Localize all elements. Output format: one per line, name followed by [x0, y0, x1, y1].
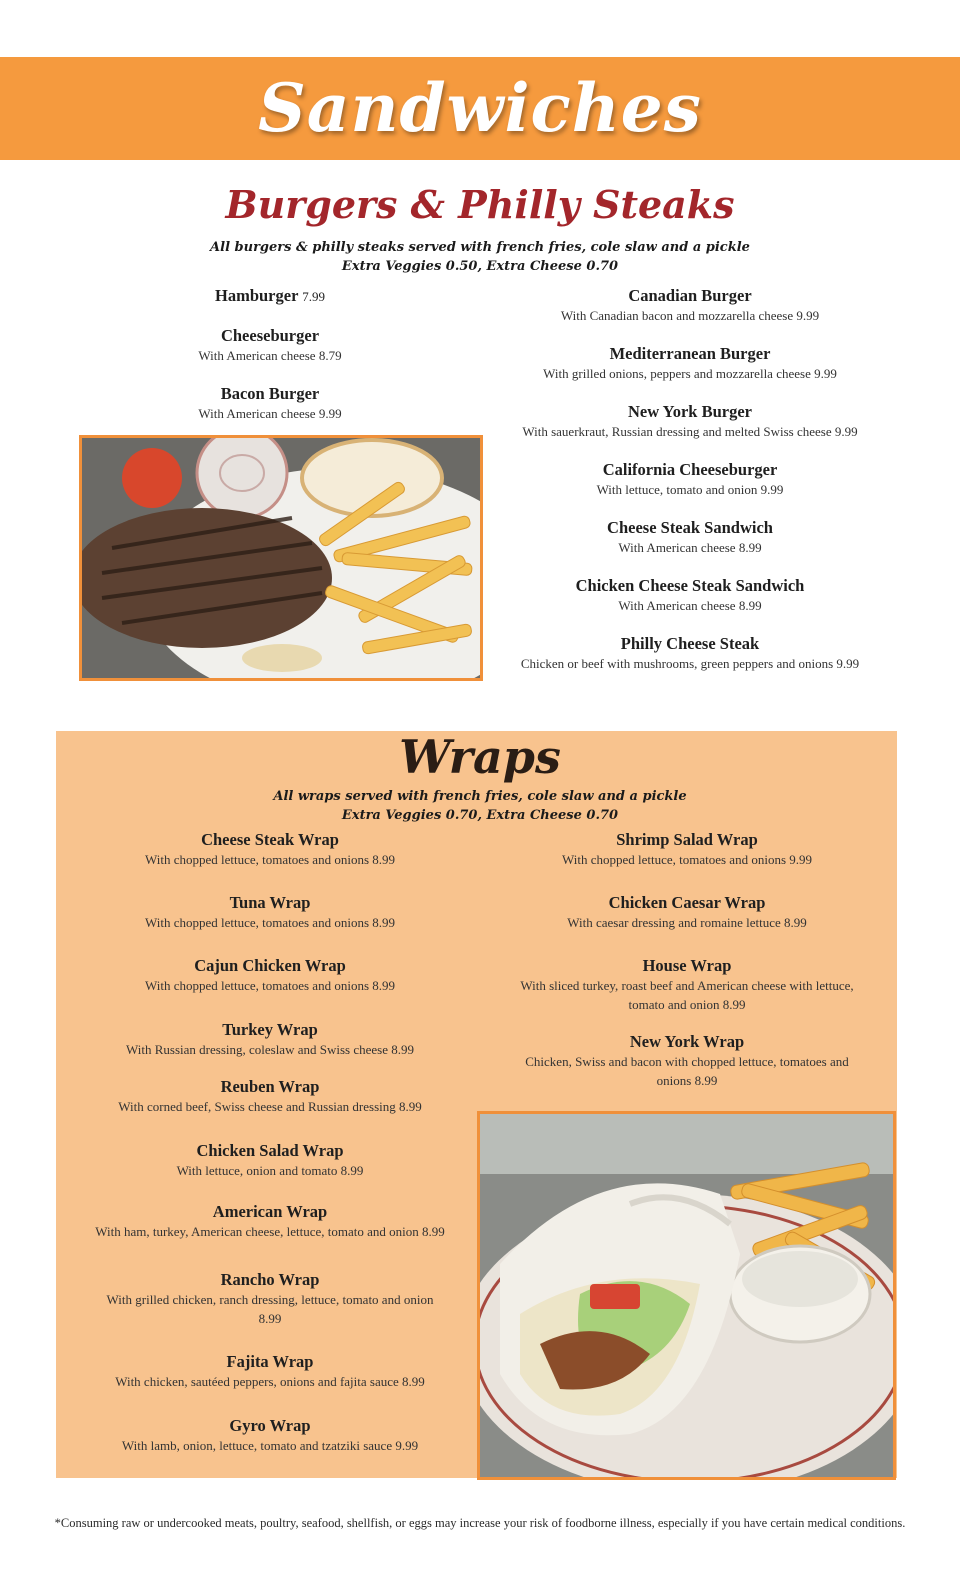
item-name: Cheese Steak Sandwich [607, 518, 773, 537]
menu-item-cajun-chicken-wrap [80, 956, 460, 995]
item-price: 7.99 [302, 289, 325, 304]
item-description: With grilled chicken, ranch dressing, lettuce, tomato and onion [106, 1292, 434, 1307]
item-description: With American cheese 8.99 [618, 598, 762, 613]
item-description: With grilled onions, peppers and mozzarella cheese 9.99 [543, 366, 837, 381]
item-description: With chopped lettuce, tomatoes and onions 8.99 [144, 852, 396, 867]
item-name: Turkey Wrap [222, 1020, 318, 1039]
item-name: California Cheeseburger [602, 460, 778, 479]
menu-item-cheeseburger [140, 326, 400, 365]
wrap-photo [477, 1111, 896, 1480]
burgers-section-title: Burgers & Philly Steaks [225, 182, 735, 227]
item-name: Cajun Chicken Wrap [194, 956, 346, 975]
menu-item-gyro-wrap [80, 1416, 460, 1455]
item-description: With Canadian bacon and mozzarella cheese 9.99 [560, 308, 820, 323]
item-description: Chicken, Swiss and bacon with chopped lettuce, tomatoes and [525, 1054, 849, 1069]
menu-item-philly-cheese-steak [490, 634, 890, 673]
item-name: Chicken Cheese Steak Sandwich [575, 576, 805, 595]
section-banner [0, 57, 960, 160]
item-name: Chicken Caesar Wrap [608, 893, 766, 912]
menu-item-cheese-steak-wrap [80, 830, 460, 869]
menu-item-house-wrap [497, 956, 877, 1014]
item-name: Cheeseburger [220, 326, 320, 345]
menu-item-fajita-wrap [80, 1352, 460, 1391]
item-description: With chopped lettuce, tomatoes and onions 8.99 [144, 978, 396, 993]
item-description: With lamb, onion, lettuce, tomato and tzatziki sauce 9.99 [121, 1438, 419, 1453]
menu-item-california-cheeseburger [490, 460, 890, 499]
item-name: Gyro Wrap [229, 1416, 311, 1435]
burgers-note-line2: Extra Veggies 0.50, Extra Cheese 0.70 [341, 259, 619, 274]
item-description: With American cheese 8.99 [618, 540, 762, 555]
item-description: With chopped lettuce, tomatoes and onions 9.99 [561, 852, 813, 867]
item-description-cont: onions 8.99 [656, 1073, 718, 1088]
item-name: Shrimp Salad Wrap [616, 830, 758, 849]
wraps-note-line1: All wraps served with french fries, cole slaw and a pickle [273, 789, 687, 804]
page-title: Sandwiches [258, 69, 702, 147]
item-description: With Russian dressing, coleslaw and Swiss cheese 8.99 [126, 1042, 414, 1057]
item-name: Hamburger [215, 286, 299, 305]
item-name: Cheese Steak Wrap [201, 830, 339, 849]
item-name: Reuben Wrap [220, 1077, 320, 1096]
menu-item-american-wrap [70, 1202, 470, 1241]
menu-item-turkey-wrap [80, 1020, 460, 1059]
item-description: With American cheese 8.79 [198, 348, 342, 363]
menu-item-chicken-caesar-wrap [497, 893, 877, 932]
item-description: With chicken, sautéed peppers, onions and fajita sauce 8.99 [115, 1374, 425, 1389]
menu-item-hamburger [140, 286, 400, 307]
item-name: New York Burger [627, 402, 753, 421]
item-description: With lettuce, tomato and onion 9.99 [596, 482, 784, 497]
footer-disclaimer: *Consuming raw or undercooked meats, poultry, seafood, shellfish, or eggs may increase your risk of foodborne illness, especially if you have certain medical conditions. [54, 1516, 906, 1530]
item-description: With sauerkraut, Russian dressing and melted Swiss cheese 9.99 [522, 424, 858, 439]
item-name: Canadian Burger [628, 286, 752, 305]
item-name: American Wrap [212, 1202, 328, 1221]
item-description: With caesar dressing and romaine lettuce 8.99 [567, 915, 807, 930]
item-description: With lettuce, onion and tomato 8.99 [176, 1163, 364, 1178]
item-description: Chicken or beef with mushrooms, green peppers and onions 9.99 [520, 656, 860, 671]
menu-item-rancho-wrap [80, 1270, 460, 1328]
item-description: With sliced turkey, roast beef and American cheese with lettuce, [520, 978, 854, 993]
menu-item-new-york-wrap [497, 1032, 877, 1090]
menu-item-bacon-burger [140, 384, 400, 423]
menu-item-shrimp-salad-wrap [497, 830, 877, 869]
wraps-note-line2: Extra Veggies 0.70, Extra Cheese 0.70 [341, 808, 619, 823]
menu-item-chicken-cheese-steak-sandwich [490, 576, 890, 615]
wraps-section-title: Wraps [399, 730, 561, 784]
item-description: With American cheese 9.99 [198, 406, 342, 421]
item-name: Rancho Wrap [220, 1270, 320, 1289]
menu-item-canadian-burger [490, 286, 890, 325]
item-name: Philly Cheese Steak [620, 634, 760, 653]
item-name: New York Wrap [629, 1032, 745, 1051]
item-name: Chicken Salad Wrap [196, 1141, 344, 1160]
item-name: Tuna Wrap [229, 893, 311, 912]
item-name: Bacon Burger [220, 384, 320, 403]
burger-photo [79, 435, 483, 681]
burgers-note-line1: All burgers & philly steaks served with french fries, cole slaw and a pickle [210, 240, 750, 255]
item-description: With ham, turkey, American cheese, lettuce, tomato and onion 8.99 [95, 1224, 445, 1239]
item-name: House Wrap [642, 956, 732, 975]
menu-item-cheese-steak-sandwich [490, 518, 890, 557]
item-description: With corned beef, Swiss cheese and Russian dressing 8.99 [118, 1099, 422, 1114]
menu-item-chicken-salad-wrap [80, 1141, 460, 1180]
menu-item-reuben-wrap [80, 1077, 460, 1116]
item-description-cont: 8.99 [258, 1311, 282, 1326]
item-description: With chopped lettuce, tomatoes and onions 8.99 [144, 915, 396, 930]
item-name: Fajita Wrap [226, 1352, 314, 1371]
item-description-cont: tomato and onion 8.99 [628, 997, 746, 1012]
item-name: Mediterranean Burger [609, 344, 771, 363]
menu-item-tuna-wrap [80, 893, 460, 932]
menu-item-new-york-burger [490, 402, 890, 441]
menu-item-mediterranean-burger [490, 344, 890, 383]
